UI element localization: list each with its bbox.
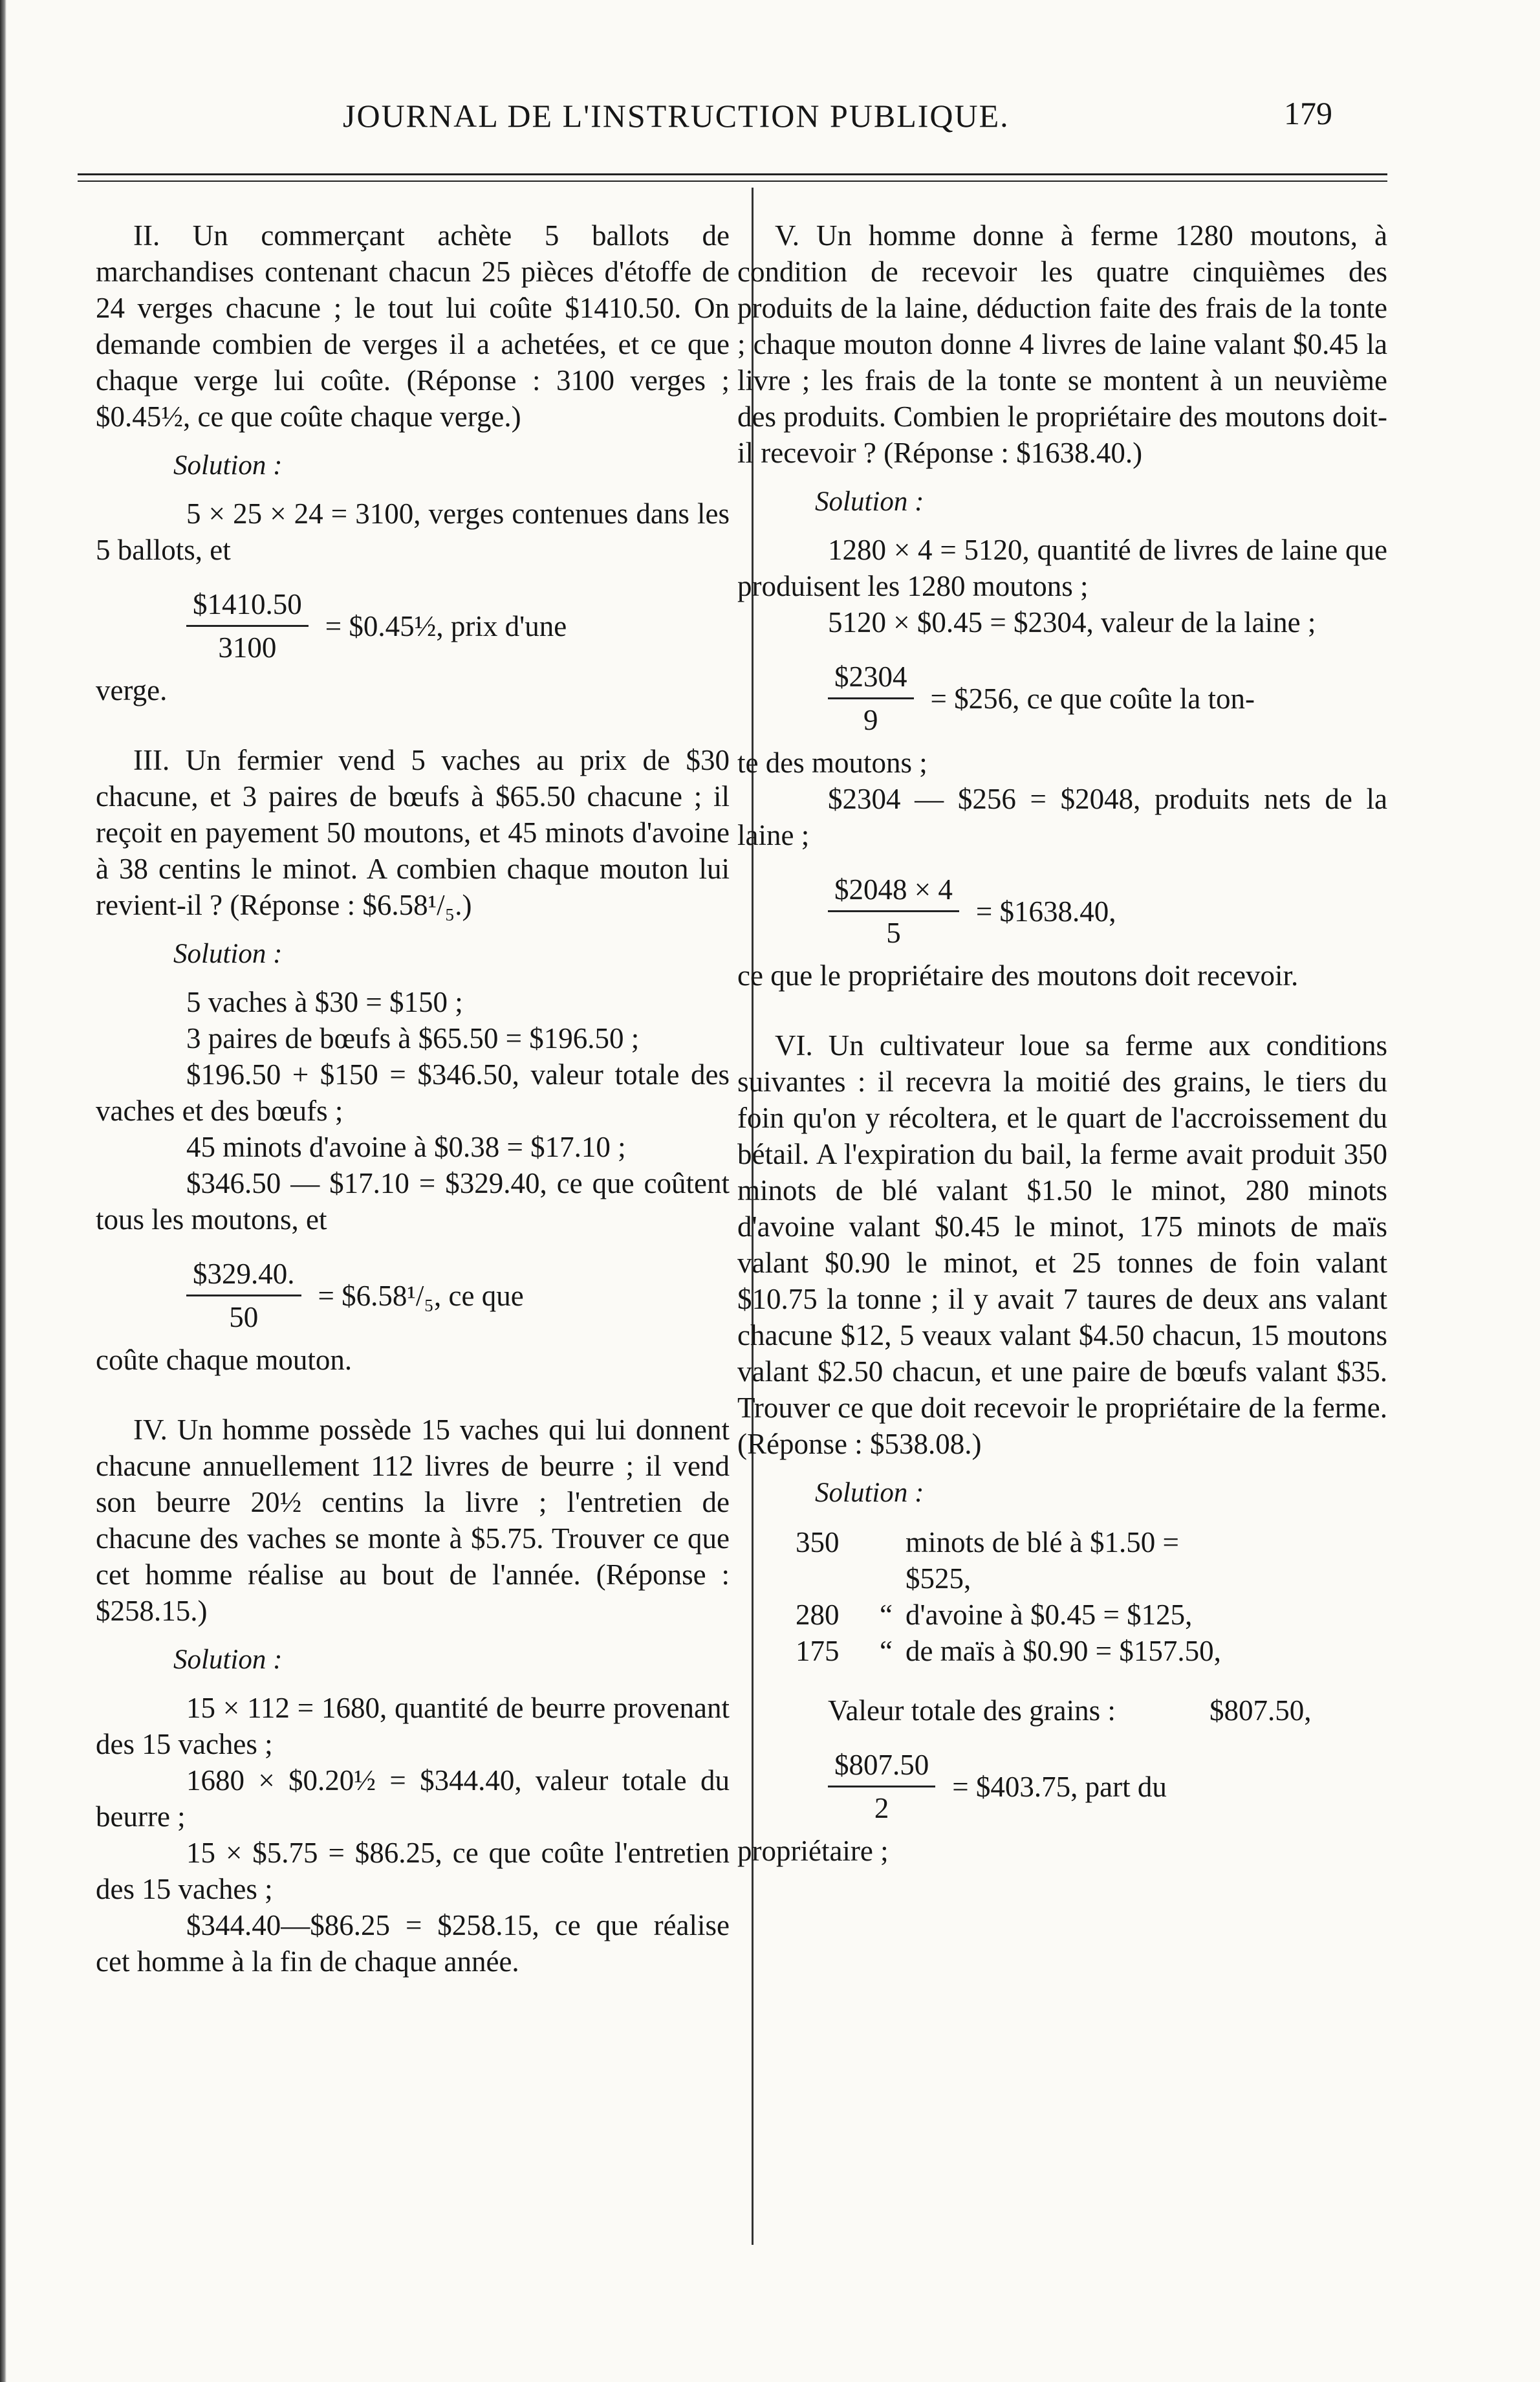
solution-heading: Solution : bbox=[815, 1478, 924, 1508]
solution-heading: Solution : bbox=[173, 450, 283, 481]
calc-line: 5120 × $0.45 = $2304, valeur de la laine ; bbox=[828, 606, 1316, 639]
ditto-mark: “ bbox=[880, 1635, 893, 1667]
fraction-result: = $256, ce que coûte la ton- bbox=[930, 682, 1255, 715]
calc-line: 1680 × $0.20½ = $344.40, valeur totale du beurre ; bbox=[96, 1764, 730, 1833]
problem-2 bbox=[96, 217, 730, 708]
ditto-mark: “ bbox=[880, 1599, 893, 1631]
grain-total-label: Valeur totale des grains : bbox=[828, 1694, 1116, 1727]
fraction bbox=[186, 586, 309, 666]
problem-6-statement: VI. Un cultivateur loue sa ferme aux conditions suivantes : il recevra la moitié des grains, le tiers du foin qu'on y récoltera, et le quart de l'accroissement du bétail. A l'expiration du bail, la ferme avait produit 350 minots de blé valant $1.50 le minot, 280 minots d'avoine valant $0.45 le minot, 175 minots de maïs valant $0.90 le minot, et 25 tonnes de foin valant $10.75 la tonne ; il y avait 7 taures de deux ans valant chacune $12, 5 veaux valant $4.50 chacun, 15 moutons valant $2.50 chacun, et une paire de bœufs valant $35. Trouver ce que doit recevoir le propriétaire de la ferme. (Réponse : $538.08.) bbox=[737, 1029, 1387, 1460]
page-number: 179 bbox=[1284, 95, 1332, 131]
calc-tail: propriétaire ; bbox=[737, 1835, 889, 1867]
calc-line: $196.50 + $150 = $346.50, valeur totale des vaches et des bœufs ; bbox=[96, 1058, 730, 1127]
journal-title: JOURNAL DE L'INSTRUCTION PUBLIQUE. bbox=[343, 98, 1010, 134]
fraction-line bbox=[186, 1256, 730, 1335]
problem-5 bbox=[737, 217, 1387, 994]
problem-2-statement: II. Un commerçant achète 5 ballots de marchandises contenant chacun 25 pièces d'étoffe de 24 verges chacune ; le tout lui coûte $1410.50. On demande combien de verges il a achetées, et ce que chaque verge lui coûte. (Réponse : 3100 verges ; $0.45½, ce que coûte chaque verge.) bbox=[96, 219, 730, 433]
solution-heading: Solution : bbox=[173, 1644, 283, 1675]
grain-qty: 350 bbox=[796, 1526, 840, 1558]
fraction-numerator: $329.40. bbox=[193, 1258, 295, 1290]
solution-heading: Solution : bbox=[173, 939, 283, 969]
fraction-bar bbox=[828, 697, 914, 699]
grain-row bbox=[796, 1597, 1387, 1633]
calc-line: 3 paires de bœufs à $65.50 = $196.50 ; bbox=[186, 1022, 640, 1054]
fraction-numerator: $1410.50 bbox=[193, 588, 302, 620]
fraction-numerator: $2304 bbox=[834, 661, 907, 693]
grain-row bbox=[796, 1524, 1387, 1597]
problem-4-statement: IV. Un homme possède 15 vaches qui lui donnent chacune annuellement 112 livres de beurre ; il vend son beurre 20½ centins la livre ; l'entretien de chacune des vaches se monte à $5.75. Trouver ce que cet homme réalise au bout de l'année. (Réponse : $258.15.) bbox=[96, 1414, 730, 1627]
grain-desc: d'avoine à $0.45 = $125, bbox=[906, 1599, 1193, 1631]
fraction-bar bbox=[186, 1295, 301, 1296]
calc-line: 5 × 25 × 24 = 3100, verges contenues dans les 5 ballots, et bbox=[96, 497, 730, 566]
fraction-bar bbox=[828, 910, 959, 912]
fraction bbox=[186, 1256, 301, 1335]
calc-line: $2304 — $256 = $2048, produits nets de la laine ; bbox=[737, 783, 1387, 851]
header-rule-bottom bbox=[78, 180, 1387, 182]
right-column bbox=[737, 217, 1387, 1903]
calc-tail: coûte chaque mouton. bbox=[96, 1344, 352, 1376]
grain-qty: 280 bbox=[796, 1599, 840, 1631]
problem-6 bbox=[737, 1027, 1387, 1869]
fraction bbox=[828, 871, 959, 951]
grain-total bbox=[828, 1692, 1387, 1729]
grain-qty: 175 bbox=[796, 1635, 840, 1667]
fraction-numerator: $807.50 bbox=[834, 1749, 929, 1781]
fraction bbox=[828, 659, 914, 738]
calc-tail: verge. bbox=[96, 674, 168, 706]
problem-5-statement: V. Un homme donne à ferme 1280 moutons, à condition de recevoir les quatre cinquièmes des produits de la laine, déduction faite des frais de la tonte ; chaque mouton donne 4 livres de laine valant $0.45 la livre ; les frais de la tonte se montent à un neuvième des produits. Combien le propriétaire des moutons doit-il recevoir ? (Réponse : $1638.40.) bbox=[737, 219, 1387, 469]
fraction-result: = $0.45½, prix d'une bbox=[325, 609, 567, 642]
calc-line: 15 × 112 = 1680, quantité de beurre provenant des 15 vaches ; bbox=[96, 1692, 730, 1760]
fraction-result: = $403.75, part du bbox=[952, 1770, 1167, 1803]
problem-3-statement: III. Un fermier vend 5 vaches au prix de $30 chacune, et 3 paires de bœufs à $65.50 chacune ; il reçoit en payement 50 moutons, et 45 minots d'avoine à 38 centins le minot. A combien chaque mouton lui revient-il ? (Réponse : $6.58¹/₅.) bbox=[96, 744, 730, 921]
ditto-mark bbox=[867, 1524, 906, 1597]
running-header bbox=[0, 97, 1540, 149]
calc-line: 15 × $5.75 = $86.25, ce que coûte l'entretien des 15 vaches ; bbox=[96, 1837, 730, 1905]
grain-total-value: $807.50, bbox=[1209, 1694, 1312, 1727]
grain-row bbox=[796, 1633, 1387, 1669]
calc-line: 45 minots d'avoine à $0.38 = $17.10 ; bbox=[186, 1131, 626, 1163]
fraction-denominator: 2 bbox=[874, 1792, 889, 1824]
calc-tail: te des moutons ; bbox=[737, 747, 927, 779]
fraction-line bbox=[828, 871, 1387, 951]
solution-heading: Solution : bbox=[815, 486, 924, 517]
fraction-bar bbox=[186, 625, 309, 627]
fraction-line bbox=[186, 586, 730, 666]
problem-4 bbox=[96, 1412, 730, 1980]
fraction-bar bbox=[828, 1786, 935, 1787]
calc-line: $344.40—$86.25 = $258.15, ce que réalise cet homme à la fin de chaque année. bbox=[96, 1909, 730, 1978]
problem-3 bbox=[96, 742, 730, 1378]
grain-desc: minots de blé à $1.50 = $525, bbox=[906, 1526, 1179, 1595]
page-spine-shadow bbox=[0, 0, 6, 2382]
fraction-numerator: $2048 × 4 bbox=[834, 873, 953, 906]
fraction-result: = $1638.40, bbox=[975, 895, 1116, 928]
grain-desc: de maïs à $0.90 = $157.50, bbox=[906, 1635, 1221, 1667]
fraction-denominator: 50 bbox=[229, 1301, 259, 1333]
calc-line: 5 vaches à $30 = $150 ; bbox=[186, 986, 463, 1018]
fraction-line bbox=[828, 1747, 1387, 1826]
grain-table bbox=[796, 1524, 1387, 1669]
calc-line: 1280 × 4 = 5120, quantité de livres de laine que produisent les 1280 moutons ; bbox=[737, 534, 1387, 602]
fraction-line bbox=[828, 659, 1387, 738]
fraction-denominator: 9 bbox=[863, 704, 878, 736]
calc-tail: ce que le propriétaire des moutons doit recevoir. bbox=[737, 959, 1299, 992]
calc-line: $346.50 — $17.10 = $329.40, ce que coûtent tous les moutons, et bbox=[96, 1167, 730, 1236]
fraction-denominator: 3100 bbox=[218, 631, 277, 664]
fraction-result: = $6.58¹/₅, ce que bbox=[318, 1279, 524, 1312]
fraction-denominator: 5 bbox=[886, 917, 901, 949]
header-rule-top bbox=[78, 173, 1387, 175]
left-column bbox=[76, 217, 730, 2013]
fraction bbox=[828, 1747, 935, 1826]
